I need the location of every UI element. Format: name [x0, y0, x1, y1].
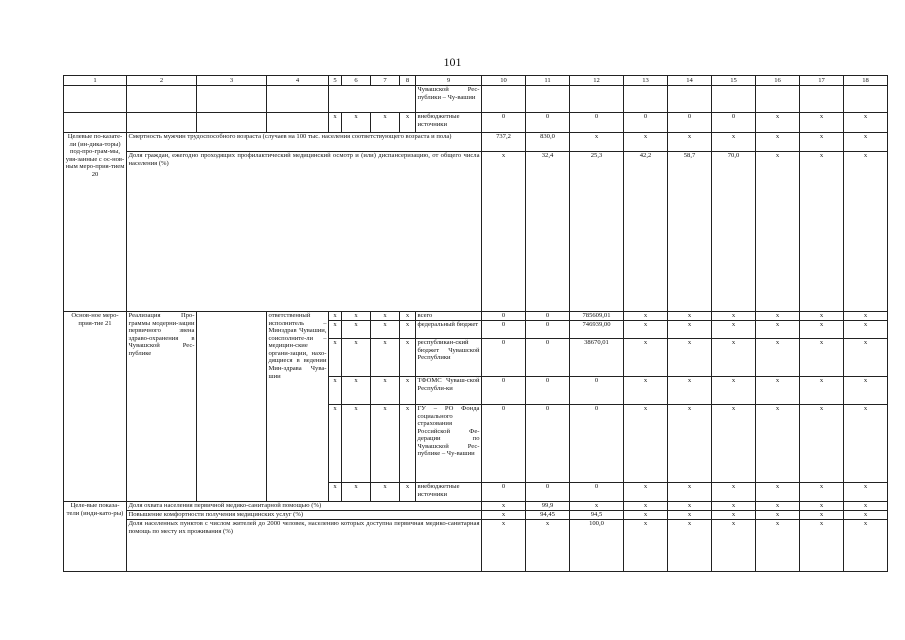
header-col-7: 7: [371, 76, 400, 86]
value-cell-18: x: [844, 321, 888, 339]
table-row: [64, 86, 888, 113]
x-cell: x: [400, 312, 416, 321]
header-col-6: 6: [342, 76, 371, 86]
indicator-text: Доля граждан, ежегодно проходящих профилактический медицинский осмотр и (или) диспансеризацию, от общего числа населения (%): [127, 152, 482, 312]
value-cell-16: x: [756, 511, 800, 520]
value-cell-11: 0: [526, 483, 570, 502]
source-cell: внебюджетные источники: [416, 483, 482, 502]
x-cell: x: [342, 321, 371, 339]
value-cell-14: x: [668, 133, 712, 152]
targets-label: Целевые по-казате-ли (ин-дика-торы) под-про-грам-мы, увя-занные с ос-нов-ным меро-прия-тием 20: [64, 133, 127, 312]
continuation-cell: [64, 113, 127, 133]
program-table: [63, 75, 888, 572]
value-cell-17: x: [800, 483, 844, 502]
value-cell-14: x: [668, 520, 712, 572]
header-col-5: 5: [329, 76, 342, 86]
value-cell-10: 0: [482, 405, 526, 483]
x-cell: x: [371, 339, 400, 377]
value-cell-16: x: [756, 405, 800, 483]
page-number: 101: [443, 55, 462, 69]
x-cell: x: [342, 483, 371, 502]
value-cell-14: x: [668, 321, 712, 339]
value-cell-10: 0: [482, 483, 526, 502]
header-col-10: 10: [482, 76, 526, 86]
continuation-cell: [668, 86, 712, 113]
header-col-4: 4: [267, 76, 329, 86]
continuation-cell: [844, 86, 888, 113]
x-cell: x: [371, 483, 400, 502]
value-cell-17: x: [800, 321, 844, 339]
value-cell-17: x: [800, 113, 844, 133]
value-cell-12: 746939,00: [570, 321, 624, 339]
x-cell: x: [329, 339, 342, 377]
value-cell-11: 0: [526, 113, 570, 133]
value-cell-12: 0: [570, 405, 624, 483]
value-cell-14: x: [668, 502, 712, 511]
measure-name: Реализация Про-граммы модерни-зации первичного звена здраво-охранения в Чувашской Рес-публике: [127, 312, 197, 502]
value-cell-11: 94,45: [526, 511, 570, 520]
source-cell: всего: [416, 312, 482, 321]
value-cell-16: x: [756, 113, 800, 133]
value-cell-10: 0: [482, 113, 526, 133]
continuation-cell: [482, 86, 526, 113]
value-cell-11: x: [526, 520, 570, 572]
value-cell-18: x: [844, 405, 888, 483]
value-cell-12: 25,3: [570, 152, 624, 312]
targets-label: Целе-вые показа-тели (инди-като-ры): [64, 502, 127, 572]
header-col-14: 14: [668, 76, 712, 86]
table-row: [64, 76, 888, 86]
value-cell-16: x: [756, 520, 800, 572]
header-col-1: 1: [64, 76, 127, 86]
continuation-cell: [267, 113, 329, 133]
value-cell-15: x: [712, 321, 756, 339]
value-cell-17: x: [800, 312, 844, 321]
value-cell-10: 0: [482, 312, 526, 321]
value-cell-17: x: [800, 511, 844, 520]
value-cell-13: x: [624, 520, 668, 572]
header-col-16: 16: [756, 76, 800, 86]
value-cell-18: x: [844, 511, 888, 520]
x-cell: x: [371, 321, 400, 339]
value-cell-13: x: [624, 377, 668, 405]
value-cell-12: 38670,01: [570, 339, 624, 377]
value-cell-13: x: [624, 405, 668, 483]
value-cell-13: x: [624, 321, 668, 339]
empty-cell: [197, 312, 267, 502]
value-cell-13: x: [624, 502, 668, 511]
continuation-cell: [526, 86, 570, 113]
table-row: [64, 113, 888, 133]
value-cell-12: x: [570, 133, 624, 152]
value-cell-15: x: [712, 511, 756, 520]
value-cell-12: 0: [570, 483, 624, 502]
responsible-cell: ответственный исполнитель – Минздрав Чувашии, соисполните-ли – медицин-ские органи-зации, нахо-дящиеся в ведении Мин-здрава Чува-шии: [267, 312, 329, 502]
header-col-18: 18: [844, 76, 888, 86]
value-cell-10: 0: [482, 321, 526, 339]
measure-label: Основ-ное меро-прия-тие 21: [64, 312, 127, 502]
value-cell-14: 0: [668, 113, 712, 133]
value-cell-15: x: [712, 483, 756, 502]
value-cell-11: 0: [526, 377, 570, 405]
value-cell-15: 0: [712, 113, 756, 133]
value-cell-10: x: [482, 502, 526, 511]
value-cell-14: x: [668, 312, 712, 321]
x-cell: x: [329, 483, 342, 502]
x-cell: x: [342, 405, 371, 483]
value-cell-11: 32,4: [526, 152, 570, 312]
value-cell-17: x: [800, 339, 844, 377]
value-cell-14: x: [668, 511, 712, 520]
value-cell-15: x: [712, 405, 756, 483]
x-cell: x: [342, 339, 371, 377]
value-cell-10: x: [482, 511, 526, 520]
source-cell: внебюджетные источники: [416, 113, 482, 133]
value-cell-18: x: [844, 152, 888, 312]
x-cell: x: [400, 377, 416, 405]
value-cell-16: x: [756, 502, 800, 511]
header-col-17: 17: [800, 76, 844, 86]
value-cell-16: x: [756, 321, 800, 339]
x-cell: x: [329, 321, 342, 339]
table-row: [64, 152, 888, 312]
x-cell: x: [329, 113, 342, 133]
value-cell-10: 0: [482, 377, 526, 405]
x-cell: x: [371, 405, 400, 483]
value-cell-10: x: [482, 520, 526, 572]
x-cell: x: [329, 405, 342, 483]
x-cell: x: [342, 312, 371, 321]
source-cell: ТФОМС Чуваш-ской Республи-ки: [416, 377, 482, 405]
x-cell: x: [329, 377, 342, 405]
value-cell-18: x: [844, 502, 888, 511]
value-cell-18: x: [844, 312, 888, 321]
value-cell-17: x: [800, 520, 844, 572]
x-cell: x: [371, 113, 400, 133]
source-cell: Чувашской Рес-публики – Чу-вашии: [416, 86, 482, 113]
continuation-cell: [127, 113, 197, 133]
value-cell-18: x: [844, 133, 888, 152]
value-cell-11: 0: [526, 321, 570, 339]
header-col-13: 13: [624, 76, 668, 86]
header-col-2: 2: [127, 76, 197, 86]
table-row: [64, 520, 888, 572]
indicator-text: Смертность мужчин трудоспособного возраста (случаев на 100 тыс. населения соответствующего возраста и пола): [127, 133, 482, 152]
value-cell-10: 737,2: [482, 133, 526, 152]
value-cell-12: 0: [570, 377, 624, 405]
header-col-3: 3: [197, 76, 267, 86]
value-cell-16: x: [756, 339, 800, 377]
table-row: [64, 511, 888, 520]
value-cell-17: x: [800, 152, 844, 312]
value-cell-10: x: [482, 152, 526, 312]
value-cell-13: x: [624, 312, 668, 321]
value-cell-14: 58,7: [668, 152, 712, 312]
continuation-cell: [570, 86, 624, 113]
continuation-cell: [712, 86, 756, 113]
value-cell-18: x: [844, 377, 888, 405]
continuation-cell: [267, 86, 329, 113]
table-row: [64, 502, 888, 511]
table-row: [64, 312, 888, 321]
value-cell-18: x: [844, 339, 888, 377]
x-cell: x: [371, 312, 400, 321]
source-cell: республикан-ский бюджет Чувашской Республики: [416, 339, 482, 377]
value-cell-12: x: [570, 502, 624, 511]
value-cell-10: 0: [482, 339, 526, 377]
value-cell-11: 0: [526, 312, 570, 321]
header-col-15: 15: [712, 76, 756, 86]
value-cell-16: x: [756, 377, 800, 405]
header-col-9: 9: [416, 76, 482, 86]
header-col-12: 12: [570, 76, 624, 86]
value-cell-13: 0: [624, 113, 668, 133]
value-cell-15: x: [712, 312, 756, 321]
value-cell-11: 0: [526, 405, 570, 483]
value-cell-11: 99,9: [526, 502, 570, 511]
value-cell-18: x: [844, 483, 888, 502]
header-col-8: 8: [400, 76, 416, 86]
value-cell-15: x: [712, 133, 756, 152]
value-cell-16: x: [756, 483, 800, 502]
value-cell-18: x: [844, 520, 888, 572]
value-cell-14: x: [668, 377, 712, 405]
value-cell-14: x: [668, 483, 712, 502]
indicator-text: Доля охвата населения первичной медико-санитарной помощью (%): [127, 502, 482, 511]
continuation-cell: [127, 86, 197, 113]
header-col-11: 11: [526, 76, 570, 86]
value-cell-12: 94,5: [570, 511, 624, 520]
indicator-text: Повышение комфортности получения медицинских услуг (%): [127, 511, 482, 520]
value-cell-17: x: [800, 405, 844, 483]
continuation-cell: [197, 113, 267, 133]
x-cell: x: [400, 113, 416, 133]
continuation-cell: [64, 86, 127, 113]
value-cell-13: x: [624, 133, 668, 152]
value-cell-11: 0: [526, 339, 570, 377]
continuation-cell: [756, 86, 800, 113]
value-cell-13: x: [624, 483, 668, 502]
value-cell-15: x: [712, 502, 756, 511]
value-cell-16: x: [756, 312, 800, 321]
value-cell-11: 830,0: [526, 133, 570, 152]
x-cell: x: [400, 321, 416, 339]
value-cell-15: x: [712, 520, 756, 572]
value-cell-12: 785609,01: [570, 312, 624, 321]
x-cell: x: [329, 312, 342, 321]
value-cell-12: 100,0: [570, 520, 624, 572]
indicator-text: Доля населенных пунктов с числом жителей до 2000 человек, населению которых доступна первичная медико-санитарная помощь по месту их проживания (%): [127, 520, 482, 572]
table-row: [64, 133, 888, 152]
x-cell: x: [400, 483, 416, 502]
value-cell-12: 0: [570, 113, 624, 133]
value-cell-15: x: [712, 377, 756, 405]
value-cell-16: x: [756, 152, 800, 312]
value-cell-17: x: [800, 133, 844, 152]
x-cell: x: [342, 113, 371, 133]
value-cell-14: x: [668, 405, 712, 483]
value-cell-18: x: [844, 113, 888, 133]
value-cell-17: x: [800, 377, 844, 405]
x-cell: x: [371, 377, 400, 405]
x-cell: x: [400, 405, 416, 483]
continuation-cell: [624, 86, 668, 113]
value-cell-16: x: [756, 133, 800, 152]
value-cell-17: x: [800, 502, 844, 511]
value-cell-13: x: [624, 511, 668, 520]
value-cell-13: x: [624, 339, 668, 377]
source-cell: ГУ – РО Фонда социального страхования Российской Фе-дерации по Чувашской Рес-публике – Чу-вашии: [416, 405, 482, 483]
value-cell-15: 70,0: [712, 152, 756, 312]
value-cell-13: 42,2: [624, 152, 668, 312]
continuation-cell: [800, 86, 844, 113]
value-cell-14: x: [668, 339, 712, 377]
continuation-cell: [197, 86, 267, 113]
x-cell: x: [400, 339, 416, 377]
continuation-cell: [329, 86, 416, 113]
x-cell: x: [342, 377, 371, 405]
value-cell-15: x: [712, 339, 756, 377]
source-cell: федеральный бюджет: [416, 321, 482, 339]
